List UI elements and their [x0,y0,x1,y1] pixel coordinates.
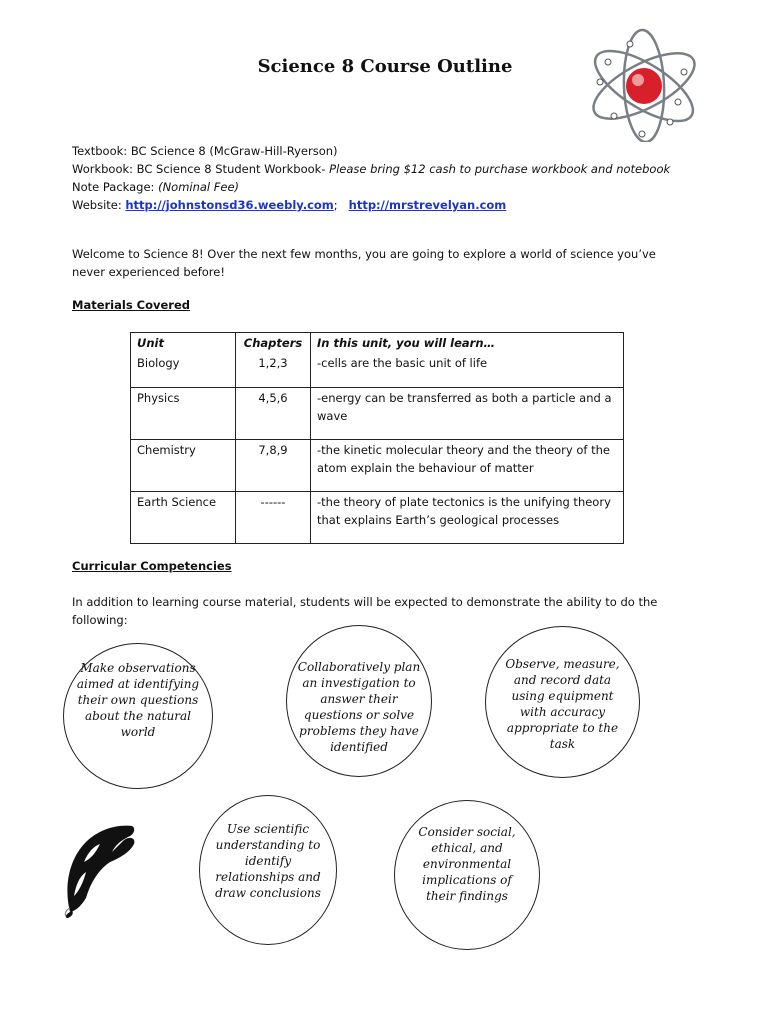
table-row [131,491,624,543]
header-unit: Unit [131,333,236,354]
textbook-line: Textbook: BC Science 8 (McGraw-Hill-Ryerson) [72,144,338,158]
competency-bubble-implications: Consider social, ethical, and environmental implications of their findings [394,800,540,950]
competency-bubble-measure: Observe, measure, and record data using equipment with accuracy appropriate to the task [485,626,640,778]
workbook-note: Please bring $12 cash to purchase workbook and notebook [329,162,671,176]
table-header-row [131,333,624,354]
chapters-cell: ------ [236,491,311,543]
orca-icon [60,818,142,918]
chapters-cell: 1,2,3 [236,353,311,387]
header-learn: In this unit, you will learn… [311,333,624,354]
unit-cell: Chemistry [131,439,236,491]
table-row [131,439,624,491]
notes-note: (Nominal Fee) [158,180,240,194]
competency-bubble-plan: Collaboratively plan an investigation to answer their questions or solve problems they have identified [286,625,432,777]
header-chapters: Chapters [236,333,311,354]
atom-icon [582,24,702,142]
page-title: Science 8 Course Outline [257,56,513,77]
chapters-cell: 7,8,9 [236,439,311,491]
learn-cell: -energy can be transferred as both a particle and a wave [311,387,624,439]
unit-cell: Physics [131,387,236,439]
competency-bubble-observations: Make observations aimed at identifying their own questions about the natural world [63,643,213,789]
materials-heading: Materials Covered [72,298,191,312]
learn-cell: -cells are the basic unit of life [311,353,624,387]
website-link-2[interactable]: http://mrstrevelyan.com [348,198,507,212]
course-info [72,142,670,214]
table-row [131,353,624,387]
competencies-heading: Curricular Competencies [72,559,232,573]
website-link-1[interactable]: http://johnstonsd36.weebly.com [125,198,334,212]
competencies-intro: In addition to learning course material, students will be expected to demonstrate the ability to do the following: [72,595,658,627]
unit-cell: Biology [131,353,236,387]
competency-bubble-conclusions: Use scientific understanding to identify relationships and draw conclusions [199,795,337,945]
learn-cell: -the theory of plate tectonics is the unifying theory that explains Earth’s geological processes [311,491,624,543]
workbook-line: Workbook: BC Science 8 Student Workbook- Please bring $12 cash to purchase workbook and notebook [72,162,671,176]
table-row [131,387,624,439]
learn-cell: -the kinetic molecular theory and the theory of the atom explain the behaviour of matter [311,439,624,491]
website-line: Website: http://johnstonsd36.weebly.com; http://mrstrevelyan.com [72,198,507,212]
unit-cell: Earth Science [131,491,236,543]
welcome-paragraph: Welcome to Science 8! Over the next few months, you are going to explore a world of science you’ve never experienced before! [72,247,656,279]
chapters-cell: 4,5,6 [236,387,311,439]
units-table [130,332,624,544]
notes-line: Note Package: (Nominal Fee) [72,180,240,194]
